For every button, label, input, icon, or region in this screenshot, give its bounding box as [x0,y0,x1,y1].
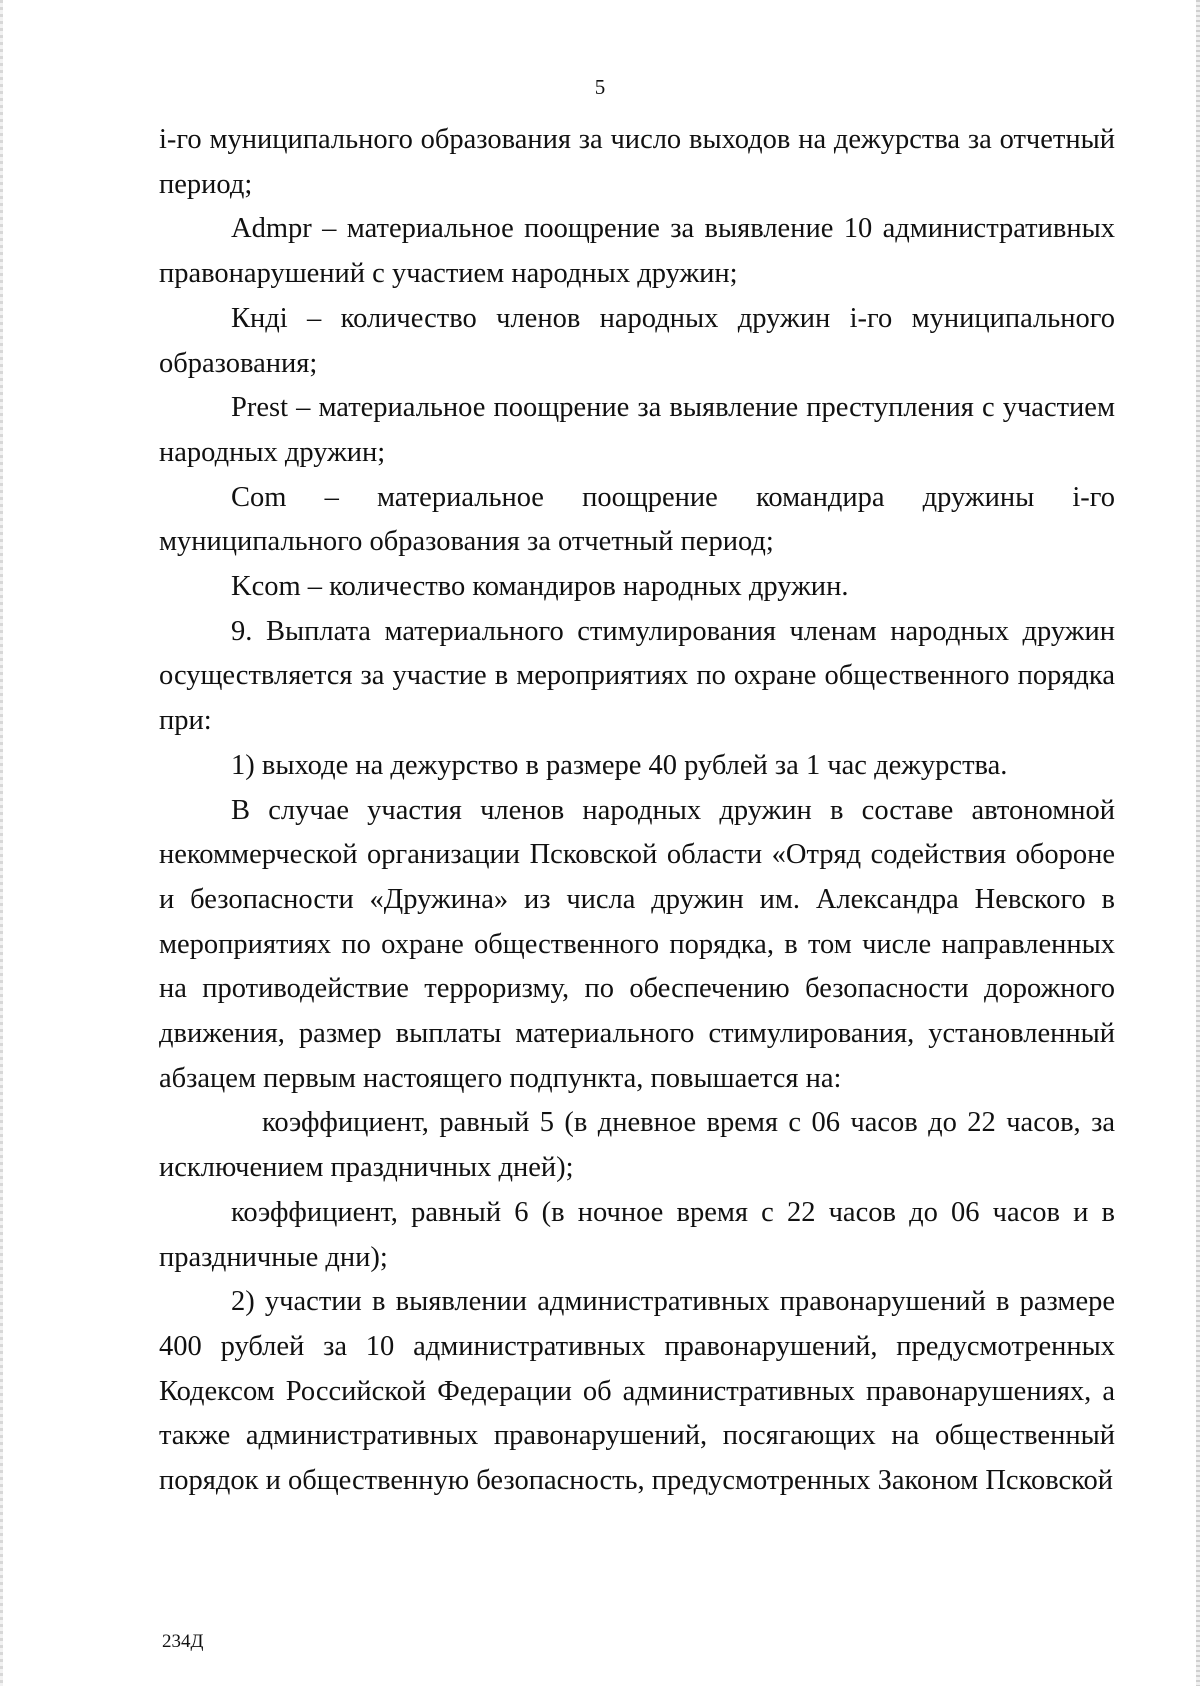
paragraph-subitem-2: 2) участии в выявлении административных правонарушений в размере 400 рублей за 10 административных правонарушений, предусмотренных Кодексом Российской Федерации об административных правонарушениях, а также административных правонарушений, посягающих на общественный порядок и общественную безопасность, предусмотренных Законом Псковской [159,1286,1115,1497]
scan-edge-right [1196,0,1200,1686]
paragraph-kndi-definition: Кндi – количество членов народных дружин i-го муниципального образования; [159,302,1115,379]
paragraph-com-definition: Com – материальное поощрение командира дружины i-го муниципального образования за отчетный период; [159,481,1115,558]
paragraph-coefficient-day: коэффициент, равный 5 (в дневное время с 06 часов до 22 часов, за исключением праздничных дней); [159,1107,1115,1184]
paragraph-subitem-1: 1) выходе на дежурство в размере 40 рублей за 1 час дежурства. [231,749,1008,781]
paragraph-coefficient-night: коэффициент, равный 6 (в ночное время с 22 часов до 06 часов и в праздничные дни); [159,1196,1115,1273]
paragraph-kcom-definition: Kcom – количество командиров народных дружин. [231,571,849,603]
page-number: 5 [594,75,606,99]
document-body [159,118,1115,1504]
paragraph-admpr-definition: Admpr – материальное поощрение за выявление 10 административных правонарушений с участием народных дружин; [159,213,1115,290]
paragraph-druzhina-case: В случае участия членов народных дружин в составе автономной некоммерческой организации Псковской области «Отряд содействия обороне и безопасности «Дружина» из числа дружин им. Александра Невского в мероприятиях по охране общественного порядка, в том числе направленных на противодействие терроризму, по обеспечению безопасности дорожного движения, размер выплаты материального стимулирования, установленный абзацем первым настоящего подпункта, повышается на: [159,794,1115,1094]
scan-edge-left [0,0,3,1686]
paragraph-prest-definition: Prest – материальное поощрение за выявление преступления с участием народных дружин; [159,392,1115,468]
paragraph-item-9: 9. Выплата материального стимулирования членам народных дружин осуществляется за участие в мероприятиях по охране общественного порядка при: [159,615,1115,737]
document-code: 234Д [162,1631,204,1652]
paragraph-continuation: i-го муниципального образования за число выходов на дежурства за отчетный период; [159,124,1115,200]
